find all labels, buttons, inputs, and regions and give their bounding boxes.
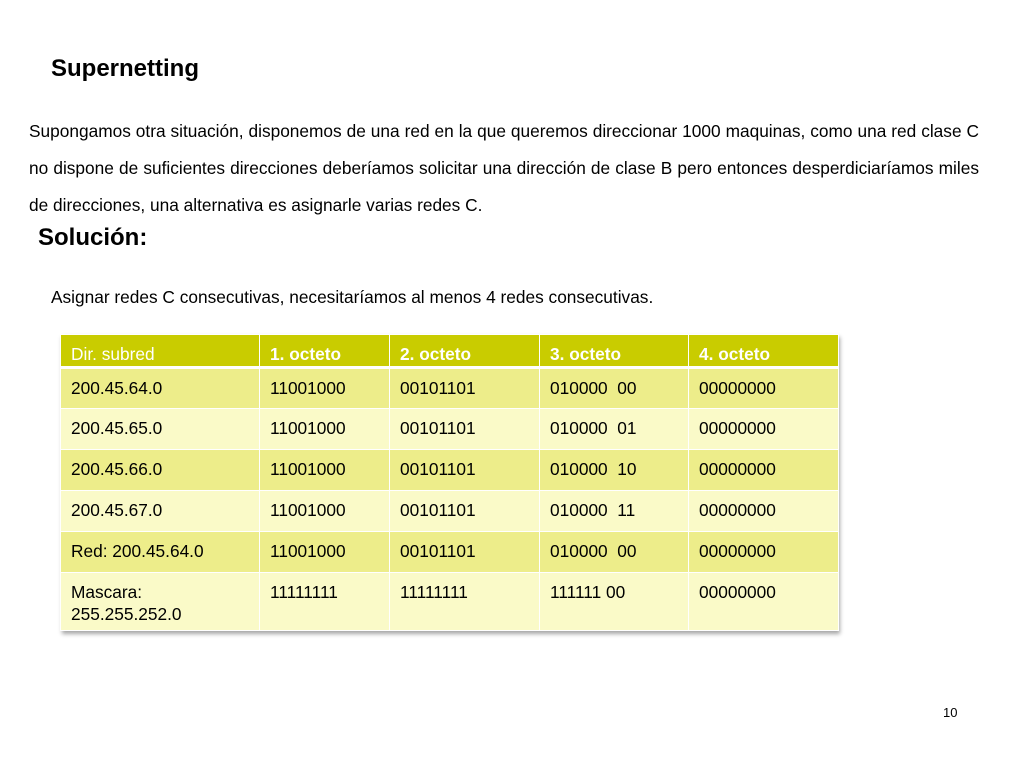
assign-text: Asignar redes C consecutivas, necesitaríamos al menos 4 redes consecutivas. [51, 287, 654, 307]
table-cell: 11001000 [260, 450, 390, 491]
table-row [61, 368, 839, 409]
table-cell: 00101101 [390, 532, 540, 573]
table-row [61, 491, 839, 532]
table-cell: Mascara: 255.255.252.0 [61, 573, 260, 631]
page-number: 10 [943, 705, 958, 720]
header-octeto-4: 4. octeto [689, 335, 839, 368]
solution-heading: Solución: [38, 224, 148, 251]
header-dir-subred: Dir. subred [61, 335, 260, 368]
table-cell: 00101101 [390, 450, 540, 491]
table-cell: 200.45.64.0 [61, 368, 260, 409]
table-cell: 010000 01 [540, 409, 689, 450]
table-cell: 00101101 [390, 409, 540, 450]
table-cell: 00101101 [390, 491, 540, 532]
table-row [61, 532, 839, 573]
intro-paragraph: Supongamos otra situación, disponemos de una red en la que queremos direccionar 1000 maquinas, como una red clase C no dispone de suficientes direcciones deberíamos solicitar una dirección de clase B pero entonces desperdiciaríamos miles de direcciones, una alternativa es asignarle varias redes C. [29, 121, 979, 215]
table-cell: 11001000 [260, 368, 390, 409]
slide-title: Supernetting [51, 55, 199, 82]
table-cell: 11111111 [390, 573, 540, 631]
table-cell: Red: 200.45.64.0 [61, 532, 260, 573]
table-cell: 010000 00 [540, 368, 689, 409]
table-cell: 00000000 [689, 491, 839, 532]
table-cell: 00000000 [689, 368, 839, 409]
subnet-table-container [60, 334, 838, 631]
table-header-row [61, 335, 839, 368]
table-cell: 111111 00 [540, 573, 689, 631]
table-cell: 00000000 [689, 532, 839, 573]
subnet-table [60, 334, 839, 631]
table-cell: 010000 11 [540, 491, 689, 532]
table-cell: 11001000 [260, 491, 390, 532]
table-cell: 00000000 [689, 409, 839, 450]
table-cell: 200.45.65.0 [61, 409, 260, 450]
table-cell: 00000000 [689, 573, 839, 631]
header-octeto-3: 3. octeto [540, 335, 689, 368]
table-row [61, 409, 839, 450]
table-cell: 00000000 [689, 450, 839, 491]
table-cell: 010000 10 [540, 450, 689, 491]
table-cell: 00101101 [390, 368, 540, 409]
header-octeto-1: 1. octeto [260, 335, 390, 368]
table-cell: 11001000 [260, 532, 390, 573]
table-cell: 11111111 [260, 573, 390, 631]
table-cell: 200.45.66.0 [61, 450, 260, 491]
table-row [61, 573, 839, 631]
table-cell: 200.45.67.0 [61, 491, 260, 532]
table-cell: 11001000 [260, 409, 390, 450]
table-row [61, 450, 839, 491]
header-octeto-2: 2. octeto [390, 335, 540, 368]
table-cell: 010000 00 [540, 532, 689, 573]
